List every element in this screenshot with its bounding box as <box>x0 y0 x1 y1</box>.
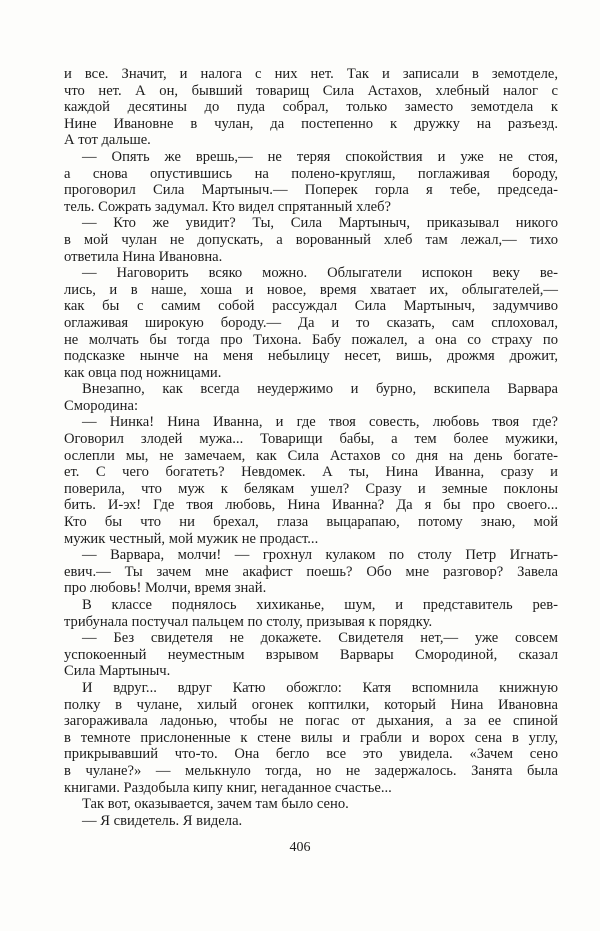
text-line: как овца под ножницами. <box>64 364 222 381</box>
text-line: книгами. Раздобыла кипу книг, негаданное счастье... <box>64 779 392 796</box>
text-line: как бы с самим собой рассуждал Сила Мартыныч, задумчиво <box>64 298 558 315</box>
text-line: полку в чулане, хилый огонек коптилки, который Нина Ивановна <box>64 696 558 713</box>
text-line: а снова опустившись на полено-кругляш, поглаживая бороду, <box>64 165 558 182</box>
page-body-text <box>64 66 558 829</box>
text-line: Так вот, оказывается, зачем там было сено. <box>82 796 349 813</box>
text-line: Смородина: <box>64 397 139 414</box>
text-line: — Опять же врешь,— не теряя спокойствия и уже не стоя, <box>82 148 558 165</box>
text-line: мужик честный, мой мужик не продаст... <box>64 530 319 547</box>
text-line: А тот дальше. <box>64 132 151 149</box>
text-line: И вдруг... вдруг Катю обожгло: Катя вспомнила книжную <box>82 679 558 696</box>
text-line: трибунала постучал пальцем по столу, призывая к порядку. <box>64 613 433 630</box>
text-line: ослепли мы, не замечаем, как Сила Астахов со дня на день богате- <box>64 447 558 464</box>
text-line: — Я свидетель. Я видела. <box>82 812 243 829</box>
text-line: — Наговорить всяко можно. Облыгатели испокон веку ве- <box>82 265 558 282</box>
text-line: Внезапно, как всегда неудержимо и бурно, вскипела Варвара <box>82 381 558 398</box>
text-line: в мой чулан не допускать, а ворованный хлеб там лежал,— тихо <box>64 231 558 248</box>
page-number: 406 <box>289 840 311 855</box>
text-line: ответила Нина Ивановна. <box>64 248 223 265</box>
text-line: что нет. А он, бывший товарищ Сила Астахов, хлебный налог с <box>64 82 558 99</box>
text-line: подсказке нынче на меня небылицу несет, вишь, дрожмя дрожит, <box>64 348 558 365</box>
text-line: В классе поднялось хихиканье, шум, и представитель рев- <box>82 597 558 613</box>
text-line: Оговорил злодей мужа... Товарищи бабы, а тем более мужики, <box>64 431 558 448</box>
text-line: тель. Сожрать задумал. Кто видел спрятанный хлеб? <box>64 198 392 215</box>
text-line: — Без свидетеля не докажете. Свидетеля нет,— уже совсем <box>82 630 558 647</box>
text-line: — Кто же увидит? Ты, Сила Мартыныч, приказывал никого <box>82 215 558 232</box>
text-line: проговорил Сила Мартыныч.— Поперек горла я тебе, председа- <box>64 182 558 199</box>
text-line: и все. Значит, и налога с них нет. Так и записали в земотделе, <box>64 66 558 82</box>
text-line: каждой десятины до пуда собрал, только заместо земотдела к <box>64 99 558 116</box>
text-line: — Нинка! Нина Иванна, и где твоя совесть, любовь твоя где? <box>82 414 558 431</box>
text-line: Сила Мартыныч. <box>64 663 171 680</box>
text-line: ет. С чего богатеть? Невдомек. А ты, Нина Иванна, сразу и <box>64 464 558 481</box>
text-line: Нине Ивановне в чулан, да постепенно к дружку на разъезд. <box>64 115 558 132</box>
text-line: поверила, что муж к белякам ушел? Сразу и земные поклоны <box>64 480 558 497</box>
text-line: успокоенный неуместным взрывом Варвары Смородиной, сказал <box>64 646 558 663</box>
text-line: не молчать бы тогда про Тихона. Бабу пожалел, а она со страху по <box>64 331 558 348</box>
text-line: в чулане?» — мелькнуло тогда, но не задержалось. Занята была <box>64 762 558 779</box>
text-line: загораживала ладонью, чтобы не погас от дыхания, а за ее спиной <box>64 713 558 730</box>
text-line: про любовь! Молчи, время знай. <box>64 580 267 597</box>
text-line: евич.— Ты зачем мне акафист поешь? Обо мне разговор? Завела <box>64 563 558 580</box>
text-line: оглаживая широкую бороду.— Да и то сказать, сам сплоховал, <box>64 314 558 331</box>
text-line: бить. И-эх! Где твоя любовь, Нина Иванна? Да я бы про своего... <box>64 497 558 514</box>
text-line: — Варвара, молчи! — грохнул кулаком по столу Петр Игнать- <box>82 547 558 564</box>
text-line: в темноте прислоненные к стене вилы и грабли и ворох сена в углу, <box>64 729 558 746</box>
text-line: лись, и в наше, хоша и новое, время хватает их, облыгателей,— <box>64 281 558 298</box>
text-line: Кто бы что ни брехал, глаза выцарапаю, потому знаю, мой <box>64 514 558 531</box>
text-line: прикрывавший что-то. Она бегло все это увидела. «Зачем сено <box>64 746 558 763</box>
